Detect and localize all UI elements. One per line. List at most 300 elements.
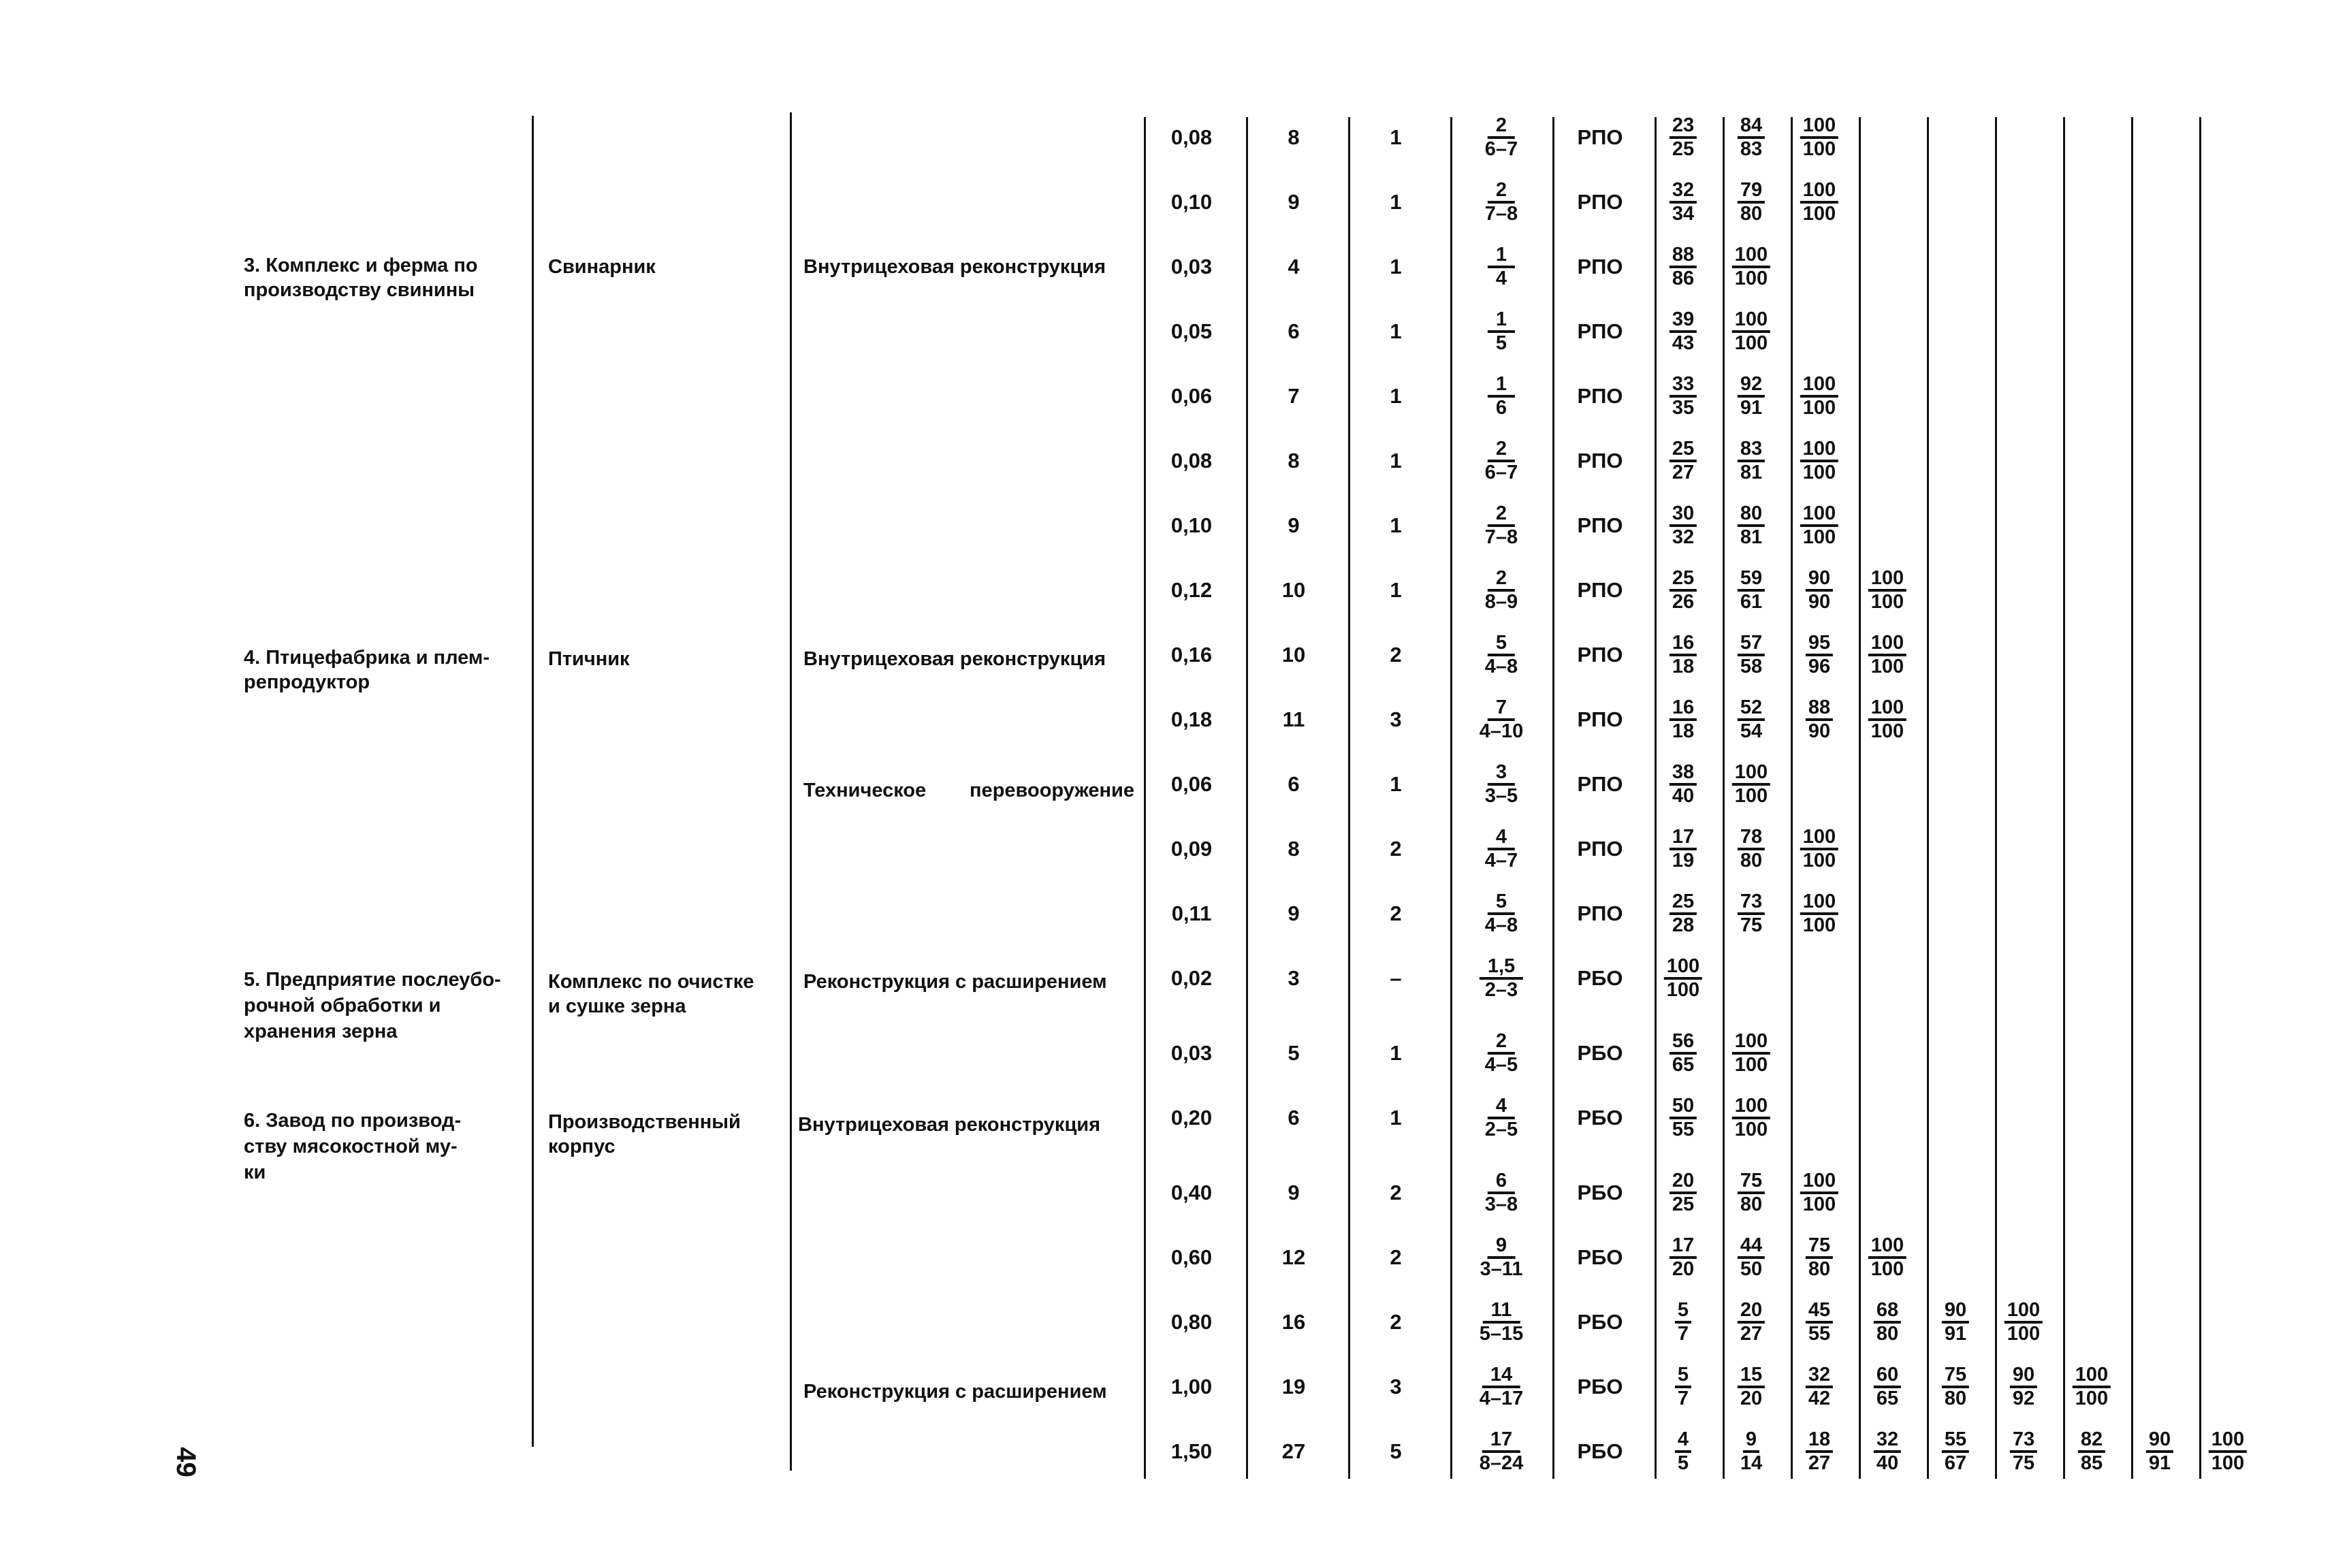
fraction-numerator: 100 [1800, 827, 1838, 850]
organization-cell: РПО [1577, 901, 1623, 925]
fraction-numerator: 100 [1732, 309, 1770, 333]
fraction-denominator: 75 [1740, 914, 1763, 936]
progress-fraction [1732, 309, 1770, 354]
fraction-denominator: 100 [1666, 979, 1700, 1001]
progress-fraction [1738, 1364, 1765, 1409]
group-name-3: 3. Комплекс и ферма по производству свинины [244, 255, 478, 301]
progress-fraction [1800, 891, 1838, 936]
progress-fraction [1738, 438, 1765, 483]
fraction-numerator: 68 [1874, 1300, 1901, 1324]
work-type-3: Внутрицеховая реконструкция [803, 256, 1106, 278]
fraction-numerator: 16 [1670, 633, 1697, 656]
fraction-denominator: 4–8 [1484, 656, 1518, 677]
organization-cell: РПО [1577, 319, 1623, 343]
organization-cell: РПО [1577, 707, 1623, 731]
fraction-numerator: 100 [1732, 762, 1770, 786]
fraction-denominator: 7 [1677, 1323, 1689, 1345]
progress-fraction [1738, 503, 1765, 548]
column-rule [1552, 117, 1554, 1479]
fraction-numerator: 25 [1670, 568, 1697, 592]
fraction-denominator: 8–24 [1479, 1452, 1524, 1474]
subdivision-fraction [1477, 697, 1527, 742]
count-cell: 2 [1390, 1181, 1402, 1204]
progress-fraction [1868, 1235, 1906, 1280]
progress-fraction [2209, 1429, 2247, 1474]
fraction-numerator: 100 [2073, 1364, 2111, 1388]
fraction-numerator: 100 [1732, 1031, 1770, 1055]
fraction-denominator: 100 [1802, 1194, 1836, 1215]
duration-cell: 16 [1281, 1310, 1306, 1334]
progress-fraction [1670, 374, 1697, 419]
fraction-denominator: 4 [1495, 268, 1507, 289]
fraction-numerator: 100 [1868, 568, 1906, 592]
duration-cell: 9 [1288, 1181, 1300, 1204]
cost-cell: 0,60 [1170, 1245, 1213, 1269]
fraction-numerator: 90 [1806, 568, 1833, 592]
fraction-numerator: 17 [1670, 827, 1697, 850]
cost-cell: 0,10 [1170, 513, 1213, 537]
fraction-denominator: 6–7 [1484, 138, 1518, 160]
fraction-numerator: 100 [1800, 115, 1838, 139]
fraction-numerator: 1 [1488, 244, 1515, 268]
subdivision-fraction [1482, 762, 1520, 807]
progress-fraction [1800, 1170, 1838, 1215]
fraction-numerator: 4 [1488, 827, 1515, 850]
fraction-denominator: 18 [1672, 656, 1695, 677]
fraction-denominator: 91 [1740, 397, 1763, 419]
fraction-denominator: 40 [1672, 785, 1695, 807]
count-cell: 1 [1390, 772, 1402, 796]
fraction-denominator: 80 [1944, 1388, 1967, 1409]
fraction-denominator: 86 [1672, 268, 1695, 289]
subdivision-fraction [1482, 1095, 1520, 1140]
cost-cell: 0,18 [1170, 707, 1213, 731]
progress-fraction [1800, 827, 1838, 871]
progress-fraction [1806, 1429, 1833, 1474]
progress-fraction [1738, 891, 1765, 936]
fraction-denominator: 100 [1734, 1119, 1768, 1140]
organization-cell: РБО [1577, 966, 1623, 990]
count-cell: 1 [1390, 1041, 1402, 1065]
work-type-6: Внутрицеховая реконструкция [798, 1114, 1101, 1136]
fraction-denominator: 100 [1802, 397, 1836, 419]
duration-cell: 11 [1282, 707, 1305, 731]
fraction-denominator: 96 [1808, 656, 1831, 677]
fraction-numerator: 95 [1806, 633, 1833, 656]
progress-fraction [1670, 1170, 1697, 1215]
organization-cell: РБО [1577, 1439, 1623, 1463]
fraction-denominator: 5 [1495, 332, 1507, 354]
fraction-numerator: 23 [1670, 115, 1697, 139]
fraction-denominator: 43 [1672, 332, 1695, 354]
duration-cell: 12 [1281, 1245, 1306, 1269]
fraction-denominator: 40 [1876, 1452, 1899, 1474]
progress-fraction [2010, 1429, 2037, 1474]
fraction-numerator: 14 [1482, 1364, 1520, 1388]
subdivision-fraction [1482, 891, 1520, 936]
fraction-numerator: 25 [1670, 891, 1697, 915]
duration-cell: 8 [1288, 125, 1300, 149]
progress-fraction [2010, 1364, 2037, 1409]
fraction-numerator: 88 [1806, 697, 1833, 721]
cost-cell: 0,05 [1170, 319, 1213, 343]
fraction-denominator: 80 [1740, 203, 1763, 225]
progress-fraction [1800, 374, 1838, 419]
subdivision-fraction [1488, 374, 1515, 419]
fraction-numerator: 100 [1868, 1235, 1906, 1259]
fraction-numerator: 90 [2146, 1429, 2173, 1453]
fraction-denominator: 81 [1740, 462, 1763, 483]
duration-cell: 10 [1281, 578, 1306, 602]
count-cell: 2 [1390, 837, 1402, 861]
group-name-4: 4. Птицефабрика и плем- репродуктор [244, 647, 490, 693]
fraction-numerator: 5 [1488, 891, 1515, 915]
fraction-numerator: 100 [1732, 1095, 1770, 1119]
count-cell: 1 [1390, 255, 1402, 278]
fraction-denominator: 67 [1944, 1452, 1967, 1474]
cost-cell: 1,00 [1170, 1375, 1213, 1398]
subdivision-fraction [1480, 956, 1523, 1001]
progress-fraction [1732, 244, 1770, 289]
fraction-denominator: 90 [1808, 591, 1831, 613]
fraction-numerator: 75 [1738, 1170, 1765, 1194]
progress-fraction [2078, 1429, 2105, 1474]
fraction-numerator: 20 [1670, 1170, 1697, 1194]
subdivision-fraction [1478, 1235, 1526, 1280]
progress-fraction [2073, 1364, 2111, 1409]
count-cell: 1 [1390, 319, 1402, 343]
fraction-numerator: 100 [1868, 633, 1906, 656]
fraction-numerator: 2 [1488, 180, 1515, 204]
fraction-numerator: 79 [1738, 180, 1765, 204]
fraction-numerator: 5 [1488, 633, 1515, 656]
progress-fraction [1738, 568, 1765, 613]
count-cell: 3 [1390, 707, 1402, 731]
fraction-denominator: 28 [1672, 914, 1695, 936]
fraction-denominator: 4–10 [1479, 720, 1524, 742]
progress-fraction [1675, 1429, 1691, 1474]
fraction-denominator: 100 [2211, 1452, 2245, 1474]
cost-cell: 0,03 [1170, 255, 1213, 278]
fraction-numerator: 44 [1738, 1235, 1765, 1259]
work-type-5: Реконструкция с расширением [803, 971, 1107, 993]
progress-fraction [1738, 697, 1765, 742]
page-number: 49 [170, 1447, 201, 1477]
progress-fraction [1732, 1031, 1770, 1076]
fraction-numerator: 90 [1942, 1300, 1969, 1324]
count-cell: 1 [1390, 1106, 1402, 1130]
duration-cell: 8 [1288, 449, 1300, 473]
fraction-denominator: 100 [1734, 785, 1768, 807]
progress-fraction [1738, 1235, 1765, 1280]
column-rule [1995, 117, 1997, 1479]
fraction-numerator: 6 [1488, 1170, 1515, 1194]
organization-cell: РПО [1577, 837, 1623, 861]
fraction-denominator: 80 [1740, 850, 1763, 871]
organization-cell: РПО [1577, 513, 1623, 537]
fraction-denominator: 20 [1740, 1388, 1763, 1409]
column-rule [2063, 117, 2065, 1479]
fraction-numerator: 1 [1488, 309, 1515, 333]
work-type-ext: Реконструкция с расширением [803, 1381, 1107, 1403]
progress-fraction [1675, 1364, 1691, 1409]
progress-fraction [1874, 1364, 1901, 1409]
fraction-denominator: 2–3 [1484, 979, 1518, 1001]
fraction-numerator: 17 [1670, 1235, 1697, 1259]
duration-cell: 6 [1288, 1106, 1300, 1130]
progress-fraction [1670, 1031, 1697, 1076]
organization-cell: РБО [1577, 1245, 1623, 1269]
fraction-denominator: 75 [2012, 1452, 2035, 1474]
progress-fraction [1806, 1235, 1833, 1280]
fraction-numerator: 2 [1488, 438, 1515, 462]
fraction-numerator: 17 [1482, 1429, 1520, 1453]
work-type-tech: Техническое перевооружение [803, 780, 1134, 801]
fraction-denominator: 80 [1740, 1194, 1763, 1215]
fraction-denominator: 100 [1870, 656, 1904, 677]
fraction-numerator: 1,5 [1480, 956, 1523, 980]
organization-cell: РПО [1577, 772, 1623, 796]
progress-fraction [2146, 1429, 2173, 1474]
fraction-denominator: 7 [1677, 1388, 1689, 1409]
fraction-numerator: 88 [1670, 244, 1697, 268]
organization-cell: РБО [1577, 1310, 1623, 1334]
column-rule [532, 116, 534, 1447]
progress-fraction [1670, 697, 1697, 742]
cost-cell: 0,12 [1170, 578, 1213, 602]
fraction-denominator: 92 [2012, 1388, 2035, 1409]
cost-cell: 1,50 [1170, 1439, 1213, 1463]
fraction-denominator: 5–15 [1479, 1323, 1524, 1345]
progress-fraction [1738, 115, 1765, 160]
fraction-numerator: 25 [1670, 438, 1697, 462]
count-cell: 1 [1390, 125, 1402, 149]
organization-cell: РПО [1577, 384, 1623, 408]
building-3: Свинарник [548, 256, 656, 278]
fraction-denominator: 42 [1808, 1388, 1831, 1409]
column-rule [1246, 117, 1248, 1479]
fraction-numerator: 20 [1738, 1300, 1765, 1324]
fraction-denominator: 100 [1870, 1258, 1904, 1280]
fraction-numerator: 2 [1488, 568, 1515, 592]
subdivision-fraction [1488, 244, 1515, 289]
cost-cell: 0,16 [1170, 643, 1213, 667]
progress-fraction [1670, 633, 1697, 677]
progress-fraction [1868, 568, 1906, 613]
progress-fraction [1806, 633, 1833, 677]
count-cell: 2 [1390, 1310, 1402, 1334]
fraction-numerator: 100 [1800, 374, 1838, 398]
duration-cell: 27 [1281, 1439, 1306, 1463]
count-cell: 1 [1390, 578, 1402, 602]
fraction-denominator: 81 [1740, 526, 1763, 548]
fraction-denominator: 4–17 [1479, 1388, 1524, 1409]
fraction-denominator: 5 [1677, 1452, 1689, 1474]
fraction-numerator: 73 [1738, 891, 1765, 915]
count-cell: 2 [1390, 1245, 1402, 1269]
progress-fraction [1738, 827, 1765, 871]
fraction-numerator: 75 [1942, 1364, 1969, 1388]
duration-cell: 4 [1288, 255, 1300, 278]
progress-fraction [1806, 1364, 1833, 1409]
fraction-numerator: 11 [1483, 1300, 1520, 1324]
progress-fraction [1670, 115, 1697, 160]
progress-fraction [1670, 309, 1697, 354]
column-rule [1655, 117, 1657, 1479]
fraction-denominator: 58 [1740, 656, 1763, 677]
fraction-denominator: 100 [2007, 1323, 2041, 1345]
column-rule [1450, 117, 1452, 1479]
fraction-denominator: 80 [1876, 1323, 1899, 1345]
cost-cell: 0,08 [1170, 449, 1213, 473]
fraction-denominator: 2–5 [1484, 1119, 1518, 1140]
subdivision-fraction [1482, 568, 1520, 613]
fraction-denominator: 55 [1808, 1323, 1831, 1345]
fraction-numerator: 55 [1942, 1429, 1969, 1453]
group-name-5: 5. Предприятие послеубо- рочной обработки и хранения зерна [244, 969, 501, 1042]
fraction-numerator: 73 [2010, 1429, 2037, 1453]
fraction-numerator: 2 [1488, 1031, 1515, 1055]
fraction-numerator: 2 [1488, 115, 1515, 139]
duration-cell: 9 [1288, 513, 1300, 537]
fraction-denominator: 91 [2148, 1452, 2171, 1474]
progress-fraction [1670, 827, 1697, 871]
column-rule [1144, 117, 1146, 1479]
fraction-denominator: 7–8 [1484, 203, 1518, 225]
fraction-denominator: 100 [1802, 850, 1836, 871]
progress-fraction [1670, 180, 1697, 225]
subdivision-fraction [1482, 115, 1520, 160]
fraction-denominator: 83 [1740, 138, 1763, 160]
fraction-numerator: 5 [1675, 1300, 1691, 1324]
progress-fraction [1874, 1300, 1901, 1345]
fraction-numerator: 75 [1806, 1235, 1833, 1259]
fraction-denominator: 27 [1808, 1452, 1831, 1474]
fraction-numerator: 84 [1738, 115, 1765, 139]
fraction-numerator: 57 [1738, 633, 1765, 656]
fraction-numerator: 18 [1806, 1429, 1833, 1453]
progress-fraction [1800, 438, 1838, 483]
fraction-numerator: 9 [1743, 1429, 1759, 1453]
fraction-denominator: 6 [1495, 397, 1507, 419]
column-rule [1723, 117, 1725, 1479]
progress-fraction [1942, 1429, 1969, 1474]
fraction-denominator: 100 [1802, 138, 1836, 160]
cost-cell: 0,11 [1171, 901, 1212, 925]
fraction-denominator: 100 [1734, 1054, 1768, 1076]
fraction-numerator: 45 [1806, 1300, 1833, 1324]
fraction-numerator: 30 [1670, 503, 1697, 527]
subdivision-fraction [1477, 1300, 1527, 1345]
progress-fraction [1738, 180, 1765, 225]
fraction-numerator: 3 [1488, 762, 1515, 786]
progress-fraction [1806, 697, 1833, 742]
subdivision-fraction [1477, 1429, 1527, 1474]
fraction-numerator: 38 [1670, 762, 1697, 786]
fraction-denominator: 100 [1734, 332, 1768, 354]
building-5: Комплекс по очистке и сушке зерна [548, 971, 754, 1017]
progress-fraction [1670, 1235, 1697, 1280]
fraction-numerator: 9 [1488, 1235, 1515, 1259]
progress-fraction [1738, 633, 1765, 677]
fraction-numerator: 100 [1800, 891, 1838, 915]
fraction-denominator: 3–5 [1484, 785, 1518, 807]
subdivision-fraction [1482, 180, 1520, 225]
fraction-numerator: 4 [1488, 1095, 1515, 1119]
fraction-denominator: 7–8 [1484, 526, 1518, 548]
fraction-numerator: 32 [1806, 1364, 1833, 1388]
fraction-numerator: 59 [1738, 568, 1765, 592]
fraction-denominator: 35 [1672, 397, 1695, 419]
progress-fraction [1738, 1429, 1765, 1474]
progress-fraction [1800, 180, 1838, 225]
progress-fraction [1670, 762, 1697, 807]
duration-cell: 5 [1288, 1041, 1300, 1065]
progress-fraction [1670, 891, 1697, 936]
fraction-numerator: 56 [1670, 1031, 1697, 1055]
fraction-denominator: 100 [1870, 720, 1904, 742]
fraction-denominator: 27 [1672, 462, 1695, 483]
fraction-denominator: 54 [1740, 720, 1763, 742]
fraction-denominator: 100 [1802, 203, 1836, 225]
fraction-denominator: 4–5 [1484, 1054, 1518, 1076]
count-cell: 2 [1390, 901, 1402, 925]
fraction-numerator: 15 [1738, 1364, 1765, 1388]
fraction-numerator: 100 [1732, 244, 1770, 268]
fraction-numerator: 83 [1738, 438, 1765, 462]
column-rule [790, 112, 792, 1471]
column-rule [2131, 117, 2133, 1479]
fraction-denominator: 20 [1672, 1258, 1695, 1280]
fraction-denominator: 27 [1740, 1323, 1763, 1345]
progress-fraction [1738, 374, 1765, 419]
organization-cell: РПО [1577, 449, 1623, 473]
fraction-denominator: 8–9 [1484, 591, 1518, 613]
organization-cell: РПО [1577, 125, 1623, 149]
group-name-6: 6. Завод по производ- ству мясокостной му- ки [244, 1110, 462, 1183]
subdivision-fraction [1477, 1364, 1527, 1409]
fraction-denominator: 100 [1802, 914, 1836, 936]
fraction-denominator: 3–11 [1480, 1258, 1523, 1280]
organization-cell: РБО [1577, 1181, 1623, 1204]
fraction-numerator: 90 [2010, 1364, 2037, 1388]
subdivision-fraction [1482, 633, 1520, 677]
fraction-denominator: 34 [1672, 203, 1695, 225]
building-4: Птичник [548, 648, 630, 670]
count-cell: 1 [1390, 190, 1402, 214]
fraction-denominator: 91 [1944, 1323, 1967, 1345]
cost-cell: 0,80 [1170, 1310, 1213, 1334]
progress-fraction [1868, 697, 1906, 742]
cost-cell: 0,08 [1170, 125, 1213, 149]
subdivision-fraction [1482, 1170, 1520, 1215]
fraction-denominator: 18 [1672, 720, 1695, 742]
cost-cell: 0,09 [1170, 837, 1213, 861]
fraction-denominator: 100 [1802, 462, 1836, 483]
progress-fraction [1670, 244, 1697, 289]
work-type-4: Внутрицеховая реконструкция [803, 648, 1106, 670]
fraction-numerator: 60 [1874, 1364, 1901, 1388]
duration-cell: 10 [1281, 643, 1306, 667]
progress-fraction [1675, 1300, 1691, 1345]
fraction-numerator: 50 [1670, 1095, 1697, 1119]
progress-fraction [1670, 438, 1697, 483]
fraction-denominator: 100 [1734, 268, 1768, 289]
organization-cell: РБО [1577, 1106, 1623, 1130]
fraction-denominator: 3–8 [1484, 1194, 1518, 1215]
subdivision-fraction [1488, 309, 1515, 354]
fraction-denominator: 65 [1672, 1054, 1695, 1076]
